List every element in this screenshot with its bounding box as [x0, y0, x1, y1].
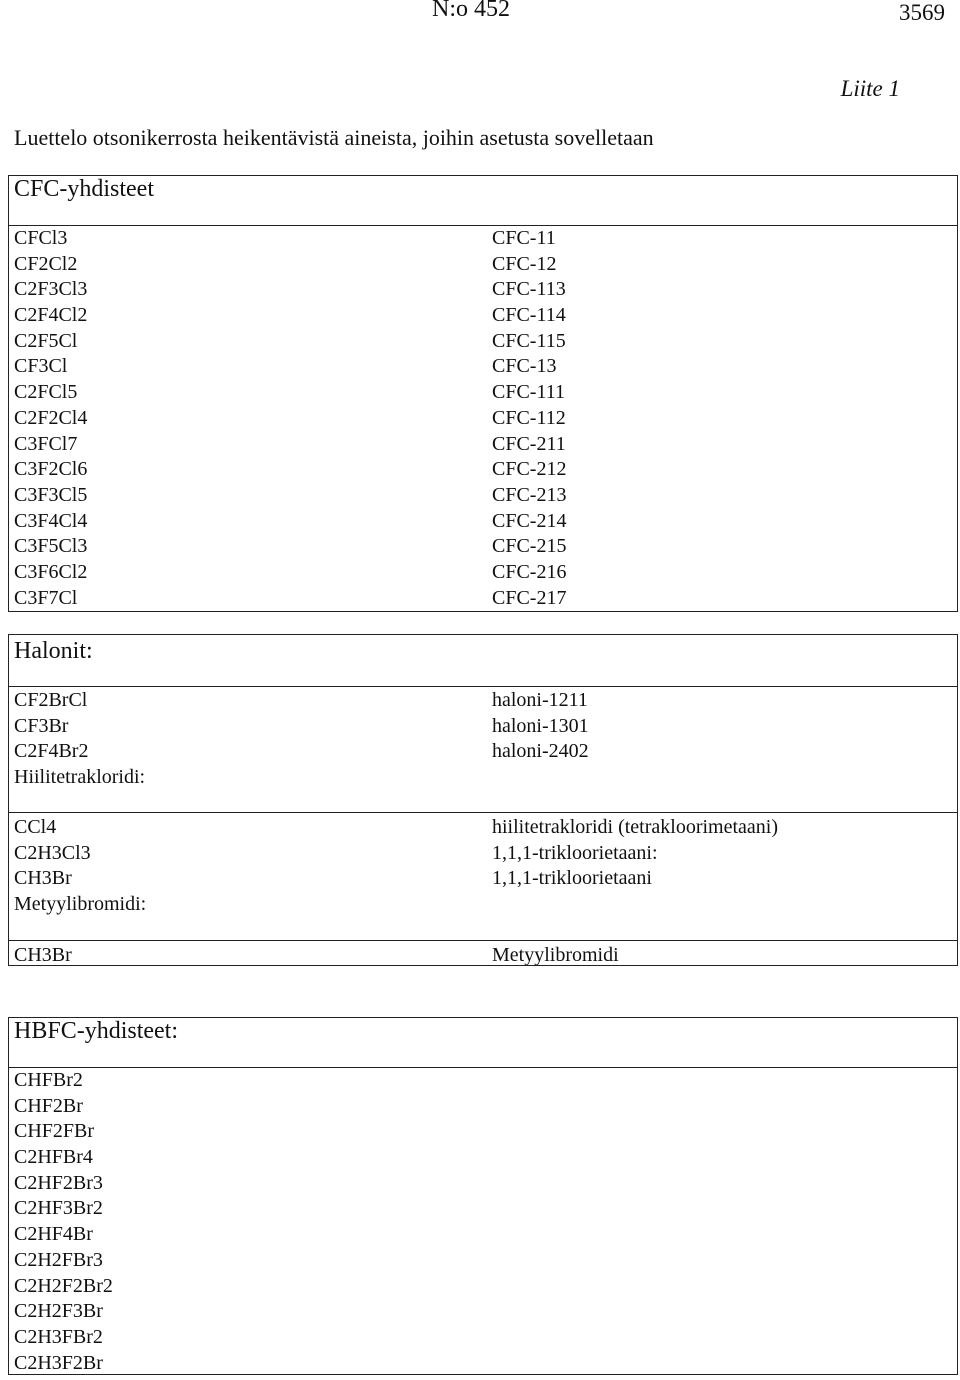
compound-list-methyl-bromide: [8, 940, 958, 966]
section-heading-cfc: [8, 175, 958, 225]
compound-row: [14, 688, 957, 714]
compound-name: hiilitetrakloridi (tetrakloorimetaani): [492, 816, 779, 838]
section-heading-text: Halonit:: [14, 638, 93, 664]
compound-row: [14, 1222, 957, 1248]
compound-row: [14, 943, 957, 969]
compound-formula: C3F4Cl4: [14, 509, 88, 532]
compound-name: CFC-212: [492, 458, 567, 481]
compound-formula: C2F4Br2: [14, 740, 89, 763]
compound-row: [14, 277, 957, 303]
document-title: Luettelo otsonikerrosta heikentävistä aineista, joihin asetusta sovelletaan: [14, 125, 654, 150]
compound-formula: CH3Br: [14, 944, 72, 966]
subsection-row: [14, 892, 957, 918]
compound-row: [14, 560, 957, 586]
compound-name: CFC-213: [492, 483, 567, 506]
compound-formula: CCl4: [14, 816, 57, 838]
compound-formula: C2HF3Br2: [14, 1197, 103, 1220]
compound-name: CFC-112: [492, 406, 566, 429]
compound-list-hbfc: [8, 1067, 958, 1375]
compound-row: [14, 1274, 957, 1300]
compound-name: CFC-114: [492, 304, 566, 327]
compound-name: haloni-2402: [492, 740, 589, 763]
compound-row: [14, 1248, 957, 1274]
compound-formula: C3F2Cl6: [14, 458, 88, 481]
section-heading-text: CFC-yhdisteet: [14, 176, 155, 202]
compound-name: CFC-13: [492, 355, 557, 378]
compound-row: [14, 815, 957, 841]
compound-name: CFC-216: [492, 560, 567, 583]
compound-formula: CH3Br: [14, 867, 72, 890]
subsection-label: Hiilitetrakloridi:: [14, 766, 146, 789]
compound-formula: C2HF4Br: [14, 1223, 93, 1246]
compound-row: [14, 329, 957, 355]
compound-row: [14, 1171, 957, 1197]
compound-formula: C2H3Cl3: [14, 841, 91, 864]
compound-row: [14, 406, 957, 432]
section-heading-hbfc: [8, 1017, 958, 1067]
compound-row: [14, 586, 957, 612]
page-number: 3569: [899, 0, 945, 25]
compound-formula: C3FCl7: [14, 432, 78, 455]
compound-name: haloni-1211: [492, 689, 588, 711]
compound-formula: C2H3F2Br: [14, 1351, 103, 1374]
compound-name: CFC-217: [492, 586, 567, 609]
compound-row: [14, 1119, 957, 1145]
compound-row: [14, 1196, 957, 1222]
compound-name: Metyylibromidi: [492, 944, 619, 966]
compound-row: [14, 1094, 957, 1120]
compound-row: [14, 866, 957, 892]
compound-formula: C2H2FBr3: [14, 1248, 103, 1271]
compound-row: [14, 1325, 957, 1351]
compound-name: haloni-1301: [492, 714, 589, 737]
section-heading-text: HBFC-yhdisteet:: [14, 1018, 179, 1044]
appendix-label: Liite 1: [840, 76, 900, 101]
compound-formula: C3F6Cl2: [14, 560, 88, 583]
compound-name: CFC-12: [492, 252, 557, 275]
compound-row: [14, 226, 957, 252]
compound-row: [14, 1145, 957, 1171]
compound-formula: CHFBr2: [14, 1069, 83, 1091]
compound-name: CFC-113: [492, 278, 566, 301]
compound-formula: CHF2Br: [14, 1094, 83, 1117]
compound-formula: C3F7Cl: [14, 586, 78, 609]
compound-row: [14, 509, 957, 535]
compound-row: [14, 714, 957, 740]
compound-name: CFC-215: [492, 535, 567, 558]
compound-row: [14, 457, 957, 483]
compound-formula: CF2Cl2: [14, 252, 78, 275]
compound-formula: C2HF2Br3: [14, 1171, 103, 1194]
compound-name: CFC-115: [492, 329, 566, 352]
compound-formula: CHF2FBr: [14, 1120, 95, 1143]
compound-formula: C2H3FBr2: [14, 1325, 103, 1348]
document-number: N:o 452: [432, 0, 510, 22]
compound-name: CFC-211: [492, 432, 566, 455]
compound-name: 1,1,1-trikloorietaani:: [492, 841, 658, 864]
compound-row: [14, 1351, 957, 1377]
compound-formula: CF3Br: [14, 714, 69, 737]
section-heading-halons: [8, 634, 958, 686]
compound-formula: C2FCl5: [14, 381, 78, 404]
compound-formula: C2F2Cl4: [14, 406, 88, 429]
compound-row: [14, 432, 957, 458]
compound-name: CFC-111: [492, 381, 565, 404]
compound-formula: C2F4Cl2: [14, 304, 88, 327]
compound-formula: C3F3Cl5: [14, 483, 88, 506]
compound-row: [14, 534, 957, 560]
compound-formula: C3F5Cl3: [14, 535, 88, 558]
compound-formula: C2F3Cl3: [14, 278, 88, 301]
compound-name: CFC-214: [492, 509, 567, 532]
compound-list-halons: [8, 686, 958, 812]
compound-formula: CFCl3: [14, 227, 68, 249]
compound-formula: CF2BrCl: [14, 689, 88, 711]
compound-list-carbon-tetrachloride: [8, 812, 958, 940]
compound-row: [14, 483, 957, 509]
subsection-row: [14, 765, 957, 791]
compound-row: [14, 841, 957, 867]
compound-row: [14, 739, 957, 765]
compound-formula: C2H2F2Br2: [14, 1274, 113, 1297]
compound-formula: C2H2F3Br: [14, 1300, 103, 1323]
compound-row: [14, 380, 957, 406]
compound-row: [14, 1299, 957, 1325]
compound-list-cfc: [8, 225, 958, 612]
compound-row: [14, 303, 957, 329]
subsection-label: Metyylibromidi:: [14, 893, 147, 916]
compound-formula: C2F5Cl: [14, 329, 78, 352]
compound-name: CFC-11: [492, 227, 556, 249]
compound-formula: CF3Cl: [14, 355, 68, 378]
compound-formula: C2HFBr4: [14, 1146, 93, 1169]
compound-row: [14, 354, 957, 380]
compound-name: 1,1,1-trikloorietaani: [492, 867, 652, 890]
compound-row: [14, 1068, 957, 1094]
compound-row: [14, 252, 957, 278]
